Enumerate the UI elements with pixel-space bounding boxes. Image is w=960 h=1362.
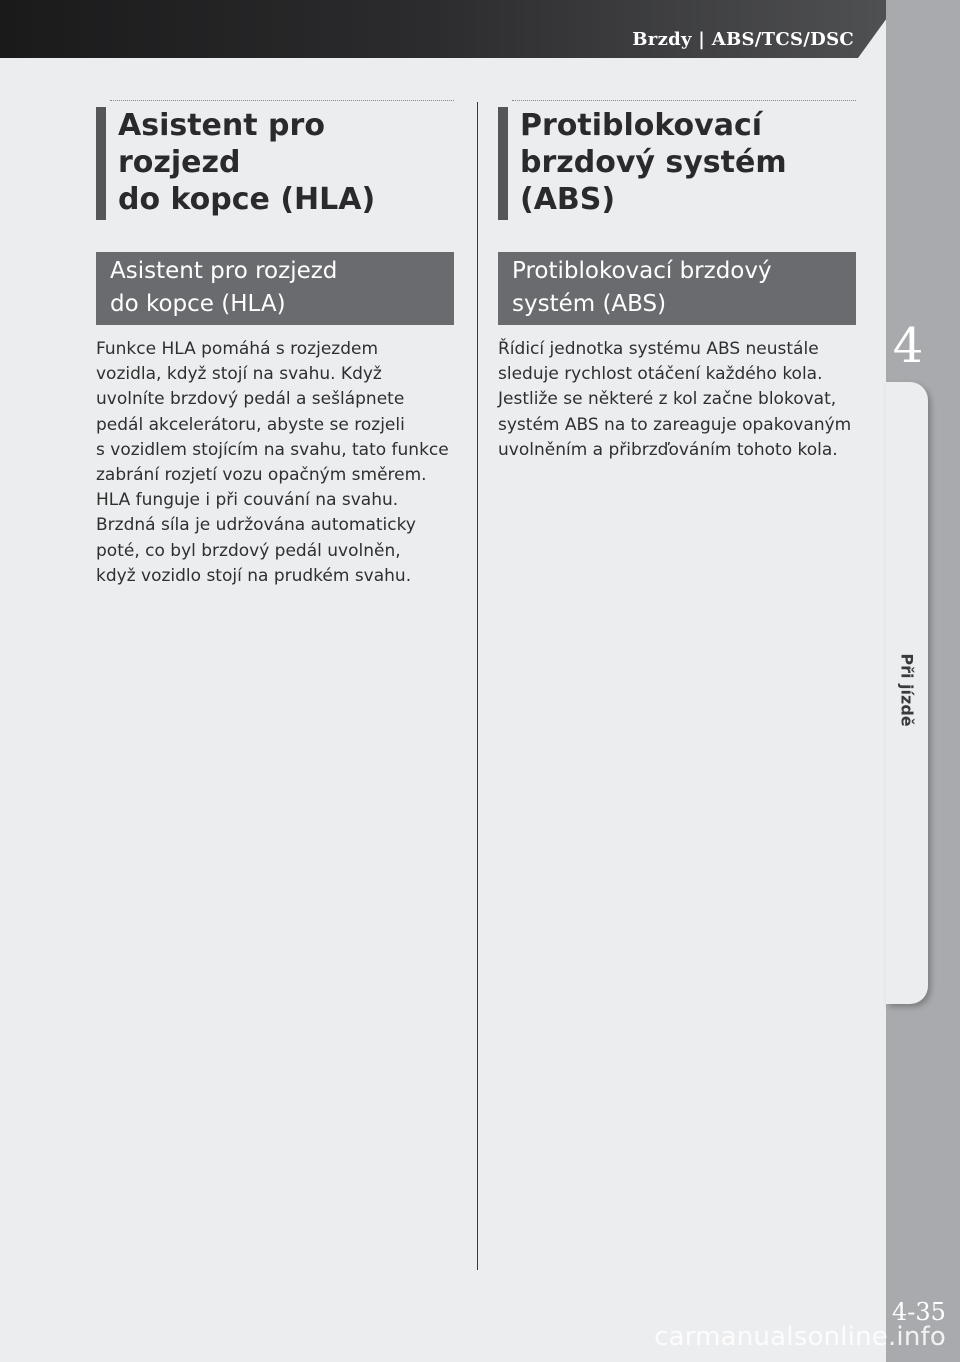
dotted-rule xyxy=(512,100,856,101)
watermark-text[interactable]: carmanualsonline.info xyxy=(654,1322,946,1352)
abs-heading: Protiblokovací brzdový systém (ABS) xyxy=(498,107,856,220)
hla-heading: Asistent pro rozjezd do kopce (HLA) xyxy=(96,107,454,220)
abs-subheading: Protiblokovací brzdový systém (ABS) xyxy=(498,252,856,325)
right-column xyxy=(498,100,856,463)
chapter-tab-label: Při jízdě xyxy=(897,653,917,727)
hla-body-text: Funkce HLA pomáhá s rozjezdem vozidla, když stojí na svahu. Když uvolníte brzdový pedál a sešlápnete pedál akcelerátoru, abyste se rozjeli s vozidlem stojícím na svahu, tato funkce zabrání rozjetí vozu opačným směrem. HLA funguje i při couvání na svahu. Brzdná síla je udržována automaticky poté, co byl brzdový pedál uvolněn, když vozidlo stojí na prudkém svahu. xyxy=(96,339,449,586)
left-column xyxy=(96,100,454,589)
page-number: 4-35 xyxy=(892,1298,946,1326)
abs-body-text: Řídicí jednotka systému ABS neustále sleduje rychlost otáčení každého kola. Jestliže se některé z kol začne blokovat, systém ABS na to zareaguje opakovaným uvolněním a přibrzďováním tohoto kola. xyxy=(498,339,852,460)
section-title: Brzdy | ABS/TCS/DSC xyxy=(632,29,854,50)
chapter-number: 4 xyxy=(892,318,924,374)
column-divider xyxy=(477,102,478,1270)
dotted-rule xyxy=(110,100,454,101)
hla-subheading: Asistent pro rozjezd do kopce (HLA) xyxy=(96,252,454,325)
